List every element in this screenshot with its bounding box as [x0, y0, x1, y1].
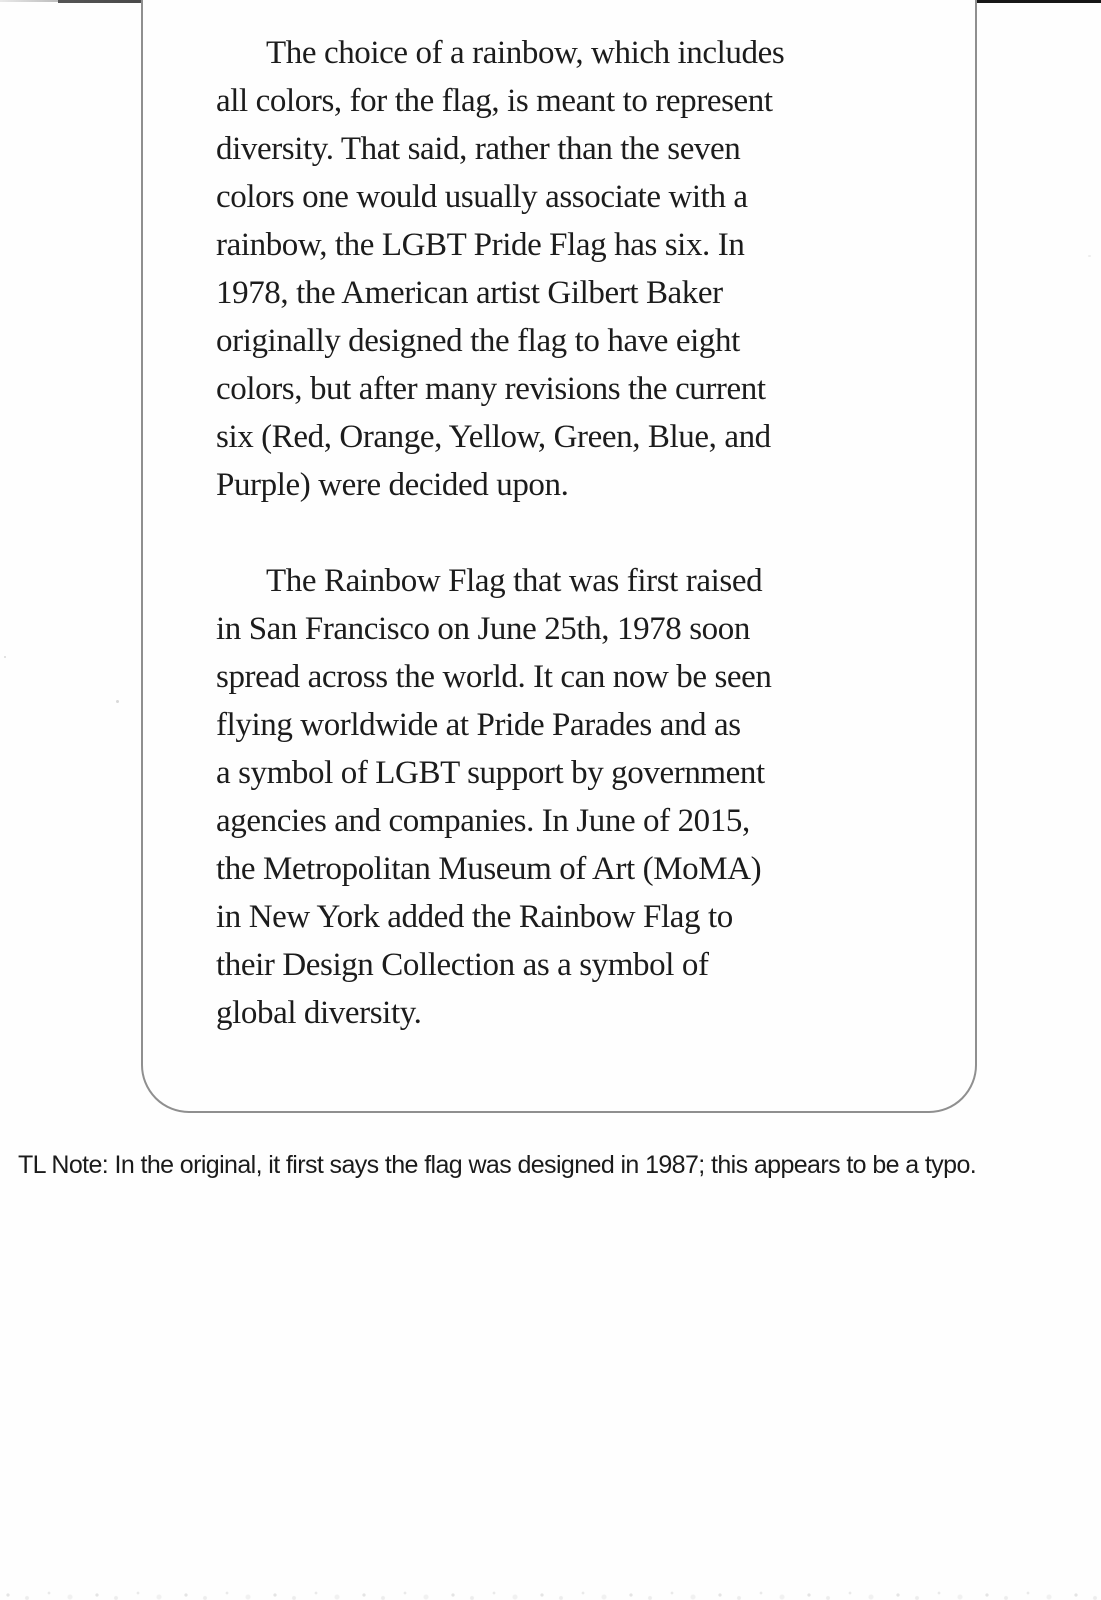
- paragraph-rainbow-flag-history: [216, 557, 905, 1037]
- text-line: colors one would usually associate with a: [216, 179, 748, 215]
- text-line: diversity. That said, rather than the seven: [216, 131, 741, 167]
- text-line: all colors, for the flag, is meant to represent: [216, 83, 773, 119]
- page-top-edge-artifact-faint: [0, 0, 58, 2]
- text-line: colors, but after many revisions the current: [216, 371, 766, 407]
- text-line: global diversity.: [216, 995, 422, 1031]
- text-line: The choice of a rainbow, which includes: [266, 35, 785, 71]
- translator-note: TL Note: In the original, it first says the flag was designed in 1987; this appears to be a typo.: [18, 1151, 977, 1179]
- text-line: their Design Collection as a symbol of: [216, 947, 709, 983]
- text-line: the Metropolitan Museum of Art (MoMA): [216, 851, 762, 887]
- text-line: in New York added the Rainbow Flag to: [216, 899, 733, 935]
- text-line: The Rainbow Flag that was first raised: [266, 563, 763, 599]
- text-line: flying worldwide at Pride Parades and as: [216, 707, 741, 743]
- text-line: Purple) were decided upon.: [216, 467, 569, 503]
- text-line: spread across the world. It can now be seen: [216, 659, 772, 695]
- scan-speck: [1088, 255, 1091, 257]
- text-line: six (Red, Orange, Yellow, Green, Blue, and: [216, 419, 771, 455]
- rounded-text-box: [141, 0, 977, 1113]
- scan-speck: [116, 700, 119, 703]
- paragraph-rainbow-choice: [216, 29, 905, 509]
- text-line: a symbol of LGBT support by government: [216, 755, 765, 791]
- page-bottom-scan-noise: [0, 1584, 1101, 1600]
- text-line: originally designed the flag to have eight: [216, 323, 740, 359]
- scan-speck: [4, 656, 6, 658]
- text-line: agencies and companies. In June of 2015,: [216, 803, 750, 839]
- text-line: rainbow, the LGBT Pride Flag has six. In: [216, 227, 745, 263]
- text-line: 1978, the American artist Gilbert Baker: [216, 275, 723, 311]
- text-line: in San Francisco on June 25th, 1978 soon: [216, 611, 750, 647]
